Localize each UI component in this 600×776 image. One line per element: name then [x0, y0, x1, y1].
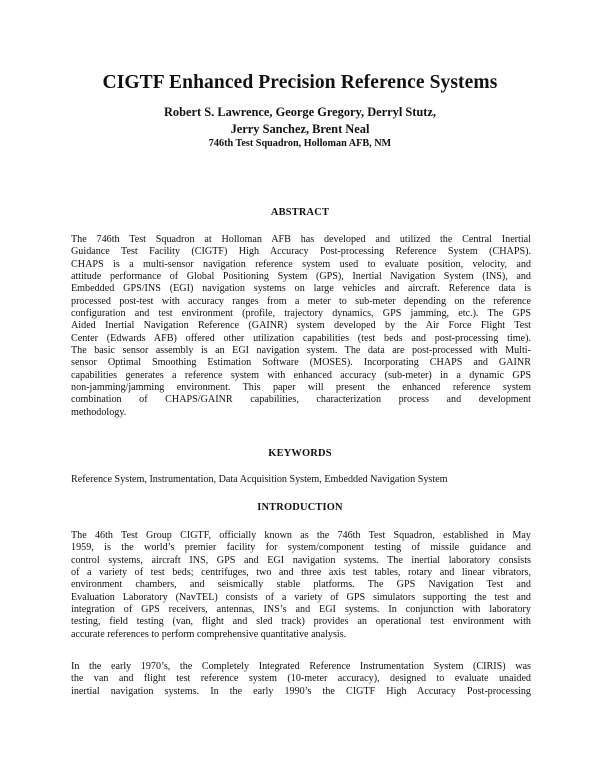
text-line: The 46th Test Group CIGTF, officially known as the 746th Test Squadron, established in May — [71, 530, 531, 541]
paper-title: CIGTF Enhanced Precision Reference Systems — [102, 72, 498, 93]
text-line: inertial navigation systems. In the early 1990’s the CIGTF High Accuracy Post-processing — [71, 685, 531, 697]
text-line: testing, field testing (van, flight and sled track) provides an operational test environment with — [71, 616, 531, 628]
introduction-paragraph-1 — [71, 530, 531, 641]
text-line: combination of CHAPS/GAINR capabilities, characterization process and development — [71, 394, 531, 406]
keywords-heading: KEYWORDS — [268, 448, 332, 459]
author-line: Jerry Sanchez, Brent Neal — [230, 122, 370, 136]
keywords-paragraph — [71, 474, 531, 486]
text-line: Embedded GPS/INS (EGI) navigation systems on large vehicles and aircraft. Reference data is — [71, 283, 531, 295]
text-line: processed post-test with accuracy ranges from a meter to sub-meter depending on the reference — [71, 295, 531, 307]
text-line: 1959, is the world’s premier facility for system/component testing of missile guidance and — [71, 542, 531, 554]
text-line: methodology. — [71, 406, 127, 418]
text-line: The 746th Test Squadron at Holloman AFB has developed and utilized the Central Inertial — [71, 234, 531, 245]
text-line: Aided Inertial Navigation Reference (GAINR) system developed by the Air Force Flight Test — [71, 320, 531, 332]
text-line: environment chambers, and seismically stable platforms. The GPS Navigation Test and — [71, 579, 531, 591]
text-line: In the early 1970’s, the Completely Integrated Reference Instrumentation System (CIRIS) was — [71, 661, 531, 672]
text-line: capabilities generates a reference system with enhanced accuracy (sub-meter) in a dynamic GPS — [71, 369, 531, 381]
affiliation: 746th Test Squadron, Holloman AFB, NM — [208, 138, 392, 149]
text-line: The basic sensor assembly is an EGI navigation system. The data are post-processed with Multi- — [71, 345, 531, 357]
author-list — [0, 104, 600, 138]
text-line: attitude performance of Global Positioning System (GPS), Inertial Navigation System (INS), and — [71, 271, 531, 283]
text-line: accurate references to perform comprehensive quantitative analysis. — [71, 628, 347, 640]
abstract-paragraph — [71, 234, 531, 419]
text-line: sensor Optimal Smoothing Estimation Software (MOSES). Incorporating CHAPS and GAINR — [71, 357, 531, 369]
text-line: Center (Edwards AFB) offered other utilization capabilities (test beds and post-processing time). — [71, 332, 531, 344]
text-line: CHAPS is a multi-sensor navigation reference system used to evaluate position, velocity, and — [71, 258, 531, 270]
text-line: control systems, aircraft INS, GPS and EGI navigation systems. The inertial laboratory consists — [71, 554, 531, 566]
abstract-heading: ABSTRACT — [270, 207, 330, 218]
text-line: non-jamming/jamming environment. This paper will present the enhanced reference system — [71, 382, 531, 394]
text-line: of a variety of test beds; centrifuges, two and three axis test tables, rotary and linear vibrators, — [71, 567, 531, 579]
text-line: Evaluation Laboratory (NavTEL) consists of a variety of GPS simulators supporting the test and — [71, 591, 531, 603]
author-line: Robert S. Lawrence, George Gregory, Derryl Stutz, — [163, 105, 437, 119]
text-line: Reference System, Instrumentation, Data Acquisition System, Embedded Navigation System — [71, 474, 448, 485]
text-line: integration of GPS receivers, antennas, INS’s and EGI systems. In conjunction with laboratory — [71, 604, 531, 616]
text-line: Guidance Test Facility (CIGTF) High Accuracy Post-processing Reference System (CHAPS). — [71, 246, 531, 258]
introduction-heading: INTRODUCTION — [257, 502, 343, 513]
text-line: the van and flight test reference system (10-meter accuracy), designed to evaluate unaided — [71, 673, 531, 685]
introduction-paragraph-2 — [71, 661, 531, 698]
text-line: configuration and test environment (profile, trajectory dynamics, GPS jamming, etc.). The GPS — [71, 308, 531, 320]
